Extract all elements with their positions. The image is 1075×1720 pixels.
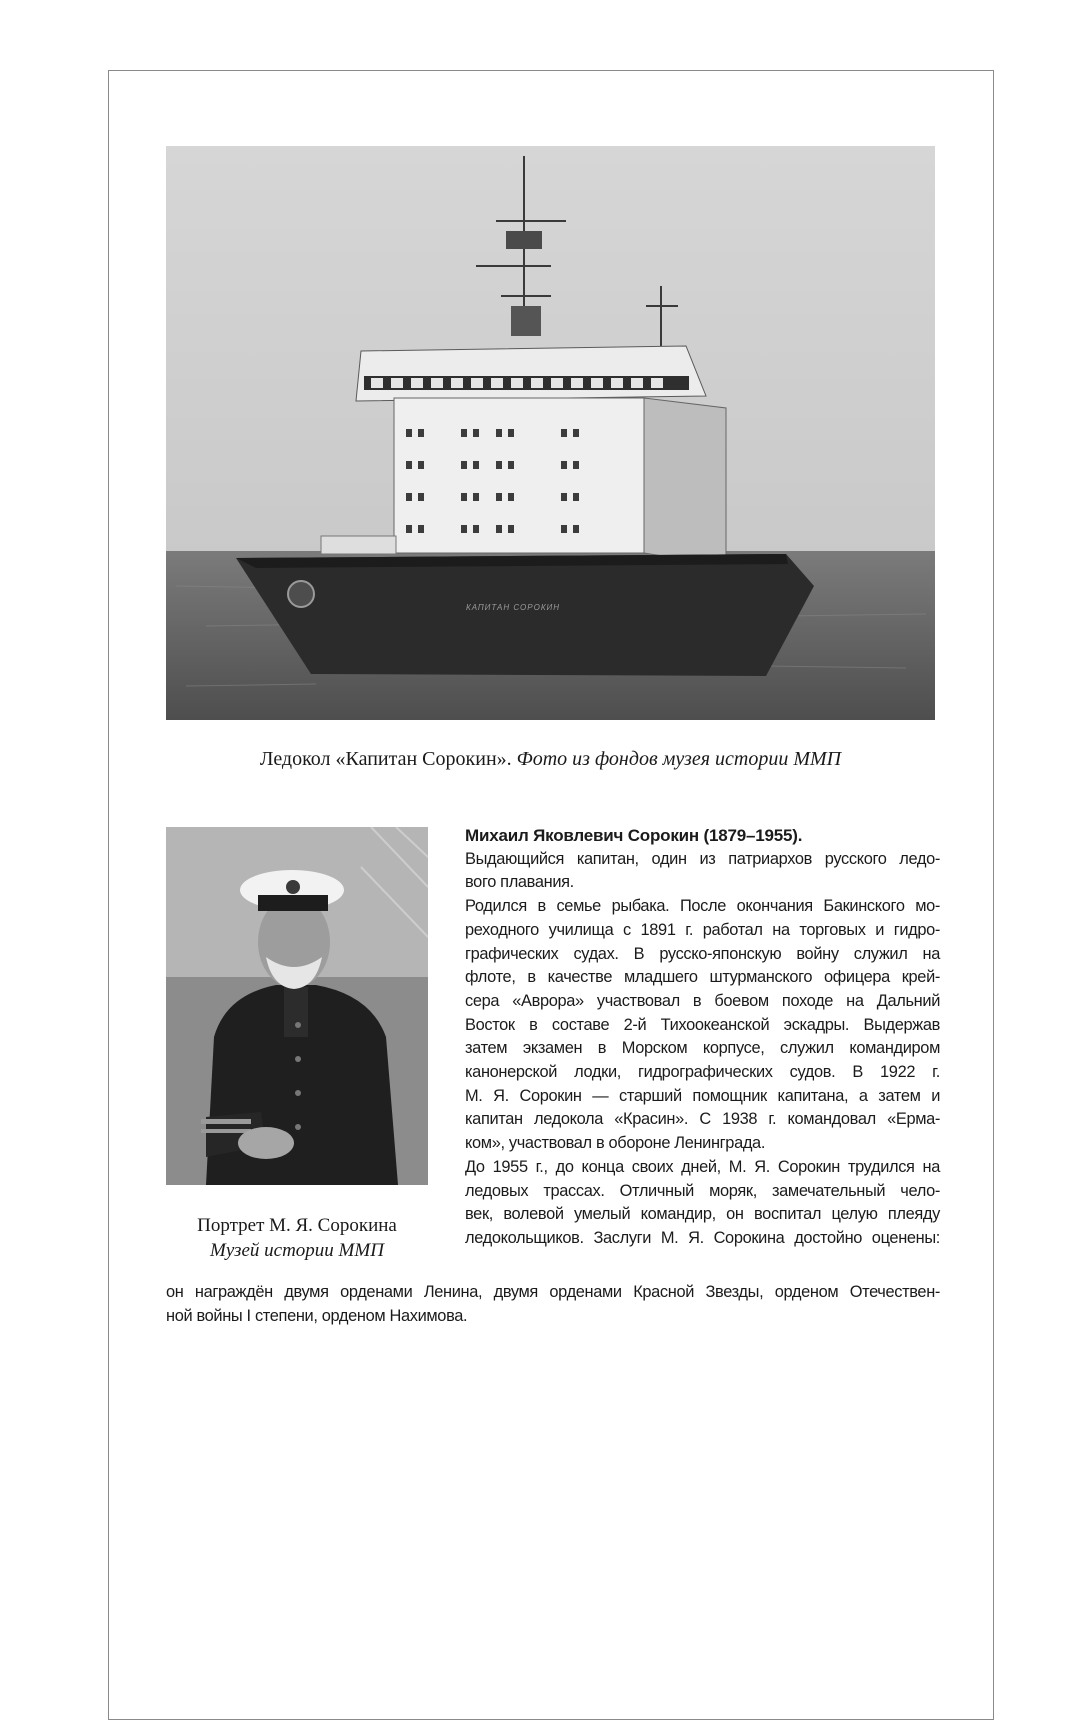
ship-caption-text: Ледокол «Капитан Сорокин». xyxy=(259,748,512,770)
bio-line: Выдающийся капитан, один из патриархов русского ледо- xyxy=(465,849,940,868)
bio-line: сера «Аврора» участвовал в боевом походе на Дальний xyxy=(465,991,940,1010)
ship-caption xyxy=(166,748,935,771)
bio-line: затем экзамен в Морском корпусе, служил командиром xyxy=(465,1039,940,1058)
bio-line: век, волевой умелый командир, он воспитал целую плеяду xyxy=(465,1205,940,1224)
bio-line: реходного училища с 1891 г. работал на торговых и гидро- xyxy=(465,920,940,939)
bio-line: флоте, в качестве младшего штурманского офицера крей- xyxy=(465,968,940,987)
portrait-illustration xyxy=(166,827,428,1185)
bio-line: он награждён двумя орденами Ленина, двумя орденами Красной Звезды, орденом Отечествен- xyxy=(166,1283,940,1301)
biography-text xyxy=(465,824,940,1251)
bio-line: ком», участвовал в обороне Ленинграда. xyxy=(465,1134,766,1153)
bio-line: графических судах. В русско-японскую войну служил на xyxy=(465,944,940,963)
icebreaker-photo xyxy=(166,146,935,720)
bio-line: канонерской лодки, гидрографических судов. В 1922 г. xyxy=(465,1063,940,1082)
bio-line: капитан ледокола «Красин». С 1938 г. командовал «Ерма- xyxy=(465,1110,940,1129)
bio-line: ной войны I степени, орденом Нахимова. xyxy=(166,1306,468,1325)
bio-line: До 1955 г., до конца своих дней, М. Я. Сорокин трудился на xyxy=(465,1157,940,1176)
portrait-caption-text: Портрет М. Я. Сорокина xyxy=(197,1215,397,1236)
ship-caption-source: Фото из фондов музея истории ММП xyxy=(516,748,842,770)
biography-text-continued xyxy=(166,1281,940,1328)
portrait-caption-source: Музей истории ММП xyxy=(210,1240,384,1261)
bio-line: Родился в семье рыбака. После окончания Бакинского мо- xyxy=(465,897,940,916)
bio-line: Восток в составе 2-й Тихоокеанской эскадры. Выдержав xyxy=(465,1015,940,1034)
sorokin-portrait xyxy=(166,827,428,1185)
bio-line: вого плавания. xyxy=(465,873,574,892)
bio-line: ледокольщиков. Заслуги М. Я. Сорокина достойно оценены: xyxy=(465,1228,940,1247)
hull-name: КАПИТАН СОРОКИН xyxy=(466,603,561,612)
biography-title: Михаил Яковлевич Сорокин (1879–1955). xyxy=(465,826,803,845)
bio-line: ледовых трассах. Отличный моряк, замечательный чело- xyxy=(465,1181,940,1200)
portrait-caption xyxy=(166,1213,428,1263)
bio-line: М. Я. Сорокин — старший помощник капитана, а затем и xyxy=(465,1086,940,1105)
icebreaker-illustration xyxy=(166,146,935,720)
